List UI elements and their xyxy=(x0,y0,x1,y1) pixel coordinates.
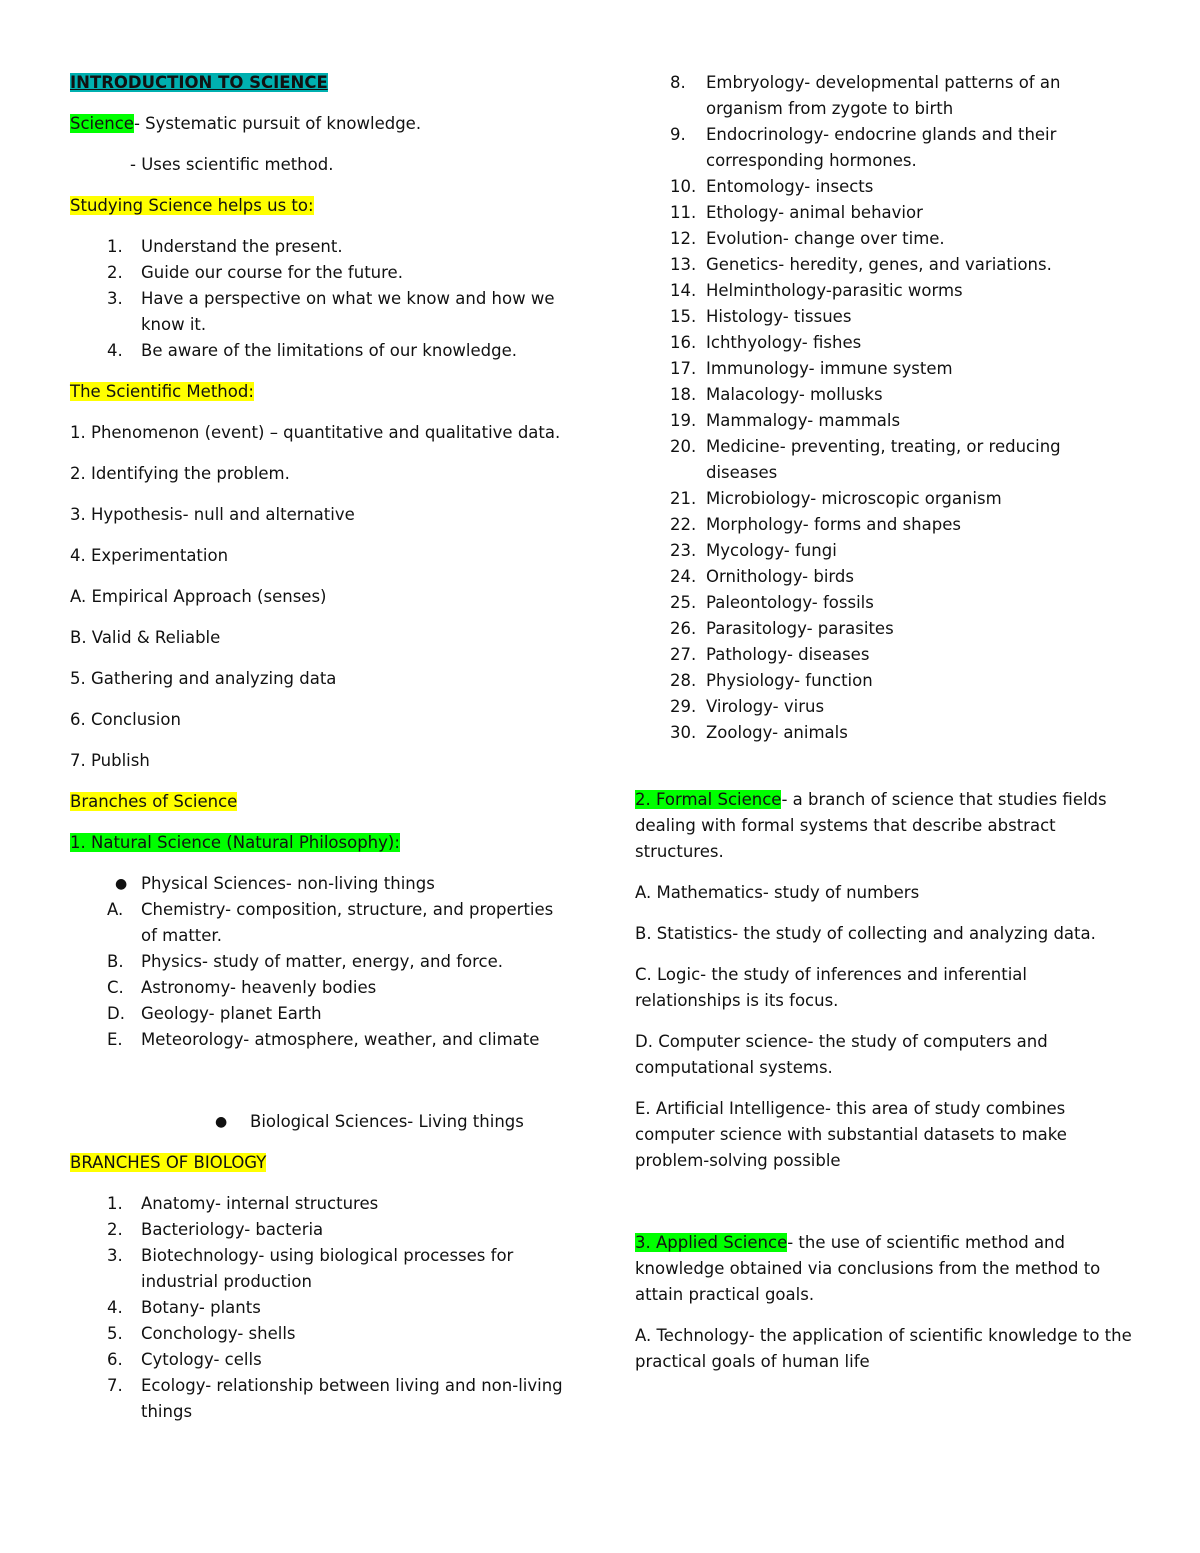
list-item: 3. Biotechnology- using biological processes for industrial production xyxy=(107,1246,514,1291)
method-step: 7. Publish xyxy=(70,751,150,770)
list-item: 22. Morphology- forms and shapes xyxy=(670,515,961,534)
list-item: C. Astronomy- heavenly bodies xyxy=(107,978,377,997)
list-item: A. Chemistry- composition, structure, and properties of matter. xyxy=(107,900,554,945)
list-item: 23. Mycology- fungi xyxy=(670,541,837,560)
left-column xyxy=(70,70,570,1440)
list-item: 16. Ichthyology- fishes xyxy=(670,333,862,352)
list-item: 26. Parasitology- parasites xyxy=(670,619,894,638)
list-item: 30. Zoology- animals xyxy=(670,723,848,742)
list-item: 2. Guide our course for the future. xyxy=(107,263,403,282)
formal-item: A. Mathematics- study of numbers xyxy=(635,883,920,902)
studying-list xyxy=(70,234,570,364)
formal-item: E. Artificial Intelligence- this area of study combines computer science with substantial datasets to make problem-solving possible xyxy=(635,1099,1067,1170)
list-item: 21. Microbiology- microscopic organism xyxy=(670,489,1002,508)
biology-list-right xyxy=(635,70,1135,746)
studying-heading: Studying Science helps us to: xyxy=(70,196,314,215)
biology-list-left xyxy=(70,1191,570,1425)
list-item: 4. Botany- plants xyxy=(107,1298,261,1317)
list-item: 3. Have a perspective on what we know and how we know it. xyxy=(107,289,555,334)
page-title: INTRODUCTION TO SCIENCE xyxy=(70,73,328,92)
biology-heading: BRANCHES OF BIOLOGY xyxy=(70,1153,267,1172)
list-item: 8. Embryology- developmental patterns of an organism from zygote to birth xyxy=(670,73,1061,118)
applied-item: A. Technology- the application of scientific knowledge to the practical goals of human life xyxy=(635,1326,1132,1371)
natural-science-heading: 1. Natural Science (Natural Philosophy): xyxy=(70,833,400,852)
list-item: 13. Genetics- heredity, genes, and variations. xyxy=(670,255,1052,274)
spacer xyxy=(635,761,1135,787)
physical-list xyxy=(70,897,570,1053)
list-item: 5. Conchology- shells xyxy=(107,1324,296,1343)
formal-item: D. Computer science- the study of computers and computational systems. xyxy=(635,1032,1048,1077)
list-item: 2. Bacteriology- bacteria xyxy=(107,1220,324,1239)
list-item: E. Meteorology- atmosphere, weather, and climate xyxy=(107,1030,540,1049)
list-item: B. Physics- study of matter, energy, and force. xyxy=(107,952,503,971)
bullet-icon: ● xyxy=(115,876,128,892)
spacer xyxy=(70,1068,570,1109)
list-item: 9. Endocrinology- endocrine glands and their corresponding hormones. xyxy=(670,125,1057,170)
list-item: 11. Ethology- animal behavior xyxy=(670,203,923,222)
list-item: 18. Malacology- mollusks xyxy=(670,385,883,404)
list-item: 1. Understand the present. xyxy=(107,237,343,256)
formal-item: B. Statistics- the study of collecting and analyzing data. xyxy=(635,924,1096,943)
science-definition-2: - Uses scientific method. xyxy=(130,155,334,174)
branches-heading: Branches of Science xyxy=(70,792,238,811)
list-item: 28. Physiology- function xyxy=(670,671,873,690)
method-step: 2. Identifying the problem. xyxy=(70,464,290,483)
biological-bullet: ● Biological Sciences- Living things xyxy=(70,1109,570,1135)
list-item: 25. Paleontology- fossils xyxy=(670,593,874,612)
list-item: 1. Anatomy- internal structures xyxy=(107,1194,379,1213)
science-definition: Science- Systematic pursuit of knowledge. xyxy=(70,114,422,133)
method-step: 3. Hypothesis- null and alternative xyxy=(70,505,355,524)
physical-bullet-list xyxy=(70,871,570,897)
method-step: 4. Experimentation xyxy=(70,546,229,565)
list-item: 14. Helminthology-parasitic worms xyxy=(670,281,963,300)
list-item: 19. Mammalogy- mammals xyxy=(670,411,901,430)
method-step: 1. Phenomenon (event) – quantitative and qualitative data. xyxy=(70,423,561,442)
method-step: A. Empirical Approach (senses) xyxy=(70,587,327,606)
method-step: B. Valid & Reliable xyxy=(70,628,221,647)
list-item: 24. Ornithology- birds xyxy=(670,567,854,586)
method-step: 5. Gathering and analyzing data xyxy=(70,669,337,688)
list-item: ● Physical Sciences- non-living things xyxy=(70,871,570,897)
list-item: 27. Pathology- diseases xyxy=(670,645,870,664)
list-item: 7. Ecology- relationship between living and non-living things xyxy=(107,1376,563,1421)
method-step: 6. Conclusion xyxy=(70,710,181,729)
list-item: 12. Evolution- change over time. xyxy=(670,229,945,248)
formal-item: C. Logic- the study of inferences and inferential relationships is its focus. xyxy=(635,965,1027,1010)
bullet-icon: ● xyxy=(215,1114,228,1130)
list-item: 15. Histology- tissues xyxy=(670,307,852,326)
list-item: 6. Cytology- cells xyxy=(107,1350,262,1369)
list-item: 29. Virology- virus xyxy=(670,697,825,716)
applied-science-paragraph: 3. Applied Science- the use of scientific method and knowledge obtained via conclusions from the method to attain practical goals. xyxy=(635,1233,1101,1304)
right-column xyxy=(635,70,1135,1390)
list-item: 10. Entomology- insects xyxy=(670,177,874,196)
list-item: 20. Medicine- preventing, treating, or reducing diseases xyxy=(670,437,1061,482)
spacer xyxy=(635,1189,1135,1230)
list-item: 4. Be aware of the limitations of our knowledge. xyxy=(107,341,517,360)
formal-science-paragraph: 2. Formal Science- a branch of science that studies fields dealing with formal systems that describe abstract structures. xyxy=(635,790,1107,861)
method-heading: The Scientific Method: xyxy=(70,382,254,401)
list-item: 17. Immunology- immune system xyxy=(670,359,953,378)
list-item: D. Geology- planet Earth xyxy=(107,1004,322,1023)
